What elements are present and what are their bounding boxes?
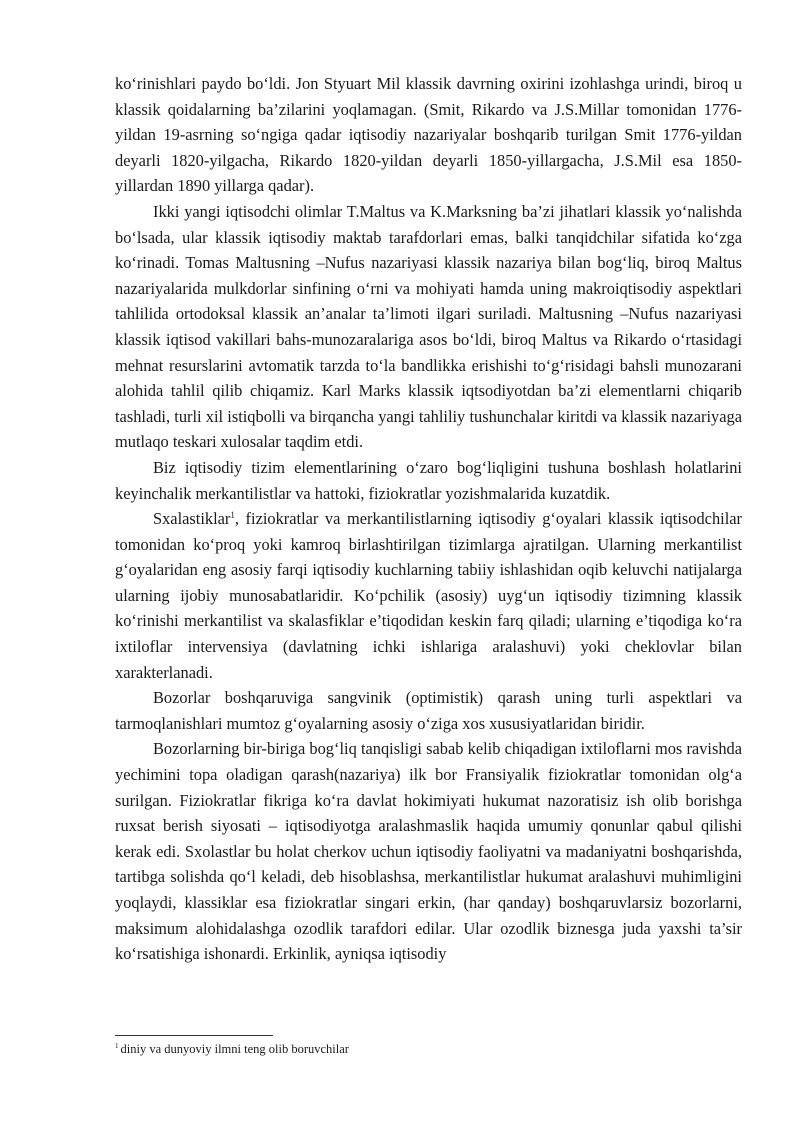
footnote [115,1041,349,1057]
paragraph-4-lead: Sxalastiklar [153,509,231,529]
paragraph-4-text: , fiziokratlar va merkantilistlarning iqtisodiy g‘oyalari klassik iqtisodchilar tomonidan ko‘proq yoki kamroq birlashtirilgan tizimlarga ajratilgan. Ularning merkantilist g‘oyalaridan eng asosiy farqi iqtisodiy kuchlarning tabiiy ishlashidan oqib keluvchi natijalarga ularning ijobiy munosabatlaridir. Ko‘pchilik (asosiy) uyg‘un iqtisodiy tizimning klassik ko‘rinishi merkantilist va skalasfiklar e’tiqodidan keskin farq qiladi; ularning e’tiqodiga ko‘ra ixtiloflar intervensiya (davlatning ichki ishlariga aralashuvi) yoki cheklovlar bilan xarakterlanadi. [115,509,742,682]
paragraph-6: Bozorlarning bir-biriga bog‘liq tanqisligi sabab kelib chiqadigan ixtiloflarni mos ravishda yechimini topa oladigan qarash(nazariya) ilk bor Fransiyalik fiziokratlar tomonidan olg‘a surilgan. Fiziokratlar fikriga ko‘ra davlat hokimiyati hukumat nazoratisiz ish olib borishga ruxsat berish siyosati – iqtisodiyotga aralashmaslik haqida umumiy qonunlar qabul qilishi kerak edi. Sxolastlar bu holat cherkov uchun iqtisodiy faoliyatni va madaniyatni boshqarishda, tartibga solishda qo‘l keladi, deb hisoblashsa, merkantilistlar hukumat aralashuvi muhimligini yoqlaydi, klassiklar esa fiziokratlar singari erkin, (har qanday) boshqaruvlarsiz bozorlarni, maksimum alohidalashga ozodlik tarafdori edilar. Ular ozodlik biznesga juda yaxshi ta’sir ko‘rsatishiga ishonardi. Erkinlik, ayniqsa iqtisodiy [115,739,742,964]
footnote-text: diniy va dunyoviy ilmni teng olib boruvchilar [120,1042,349,1056]
paragraph-5: Bozorlar boshqaruviga sangvinik (optimistik) qarash uning turli aspektlari va tarmoqlanishlari mumtoz g‘oyalarning asosiy o‘ziga xos xususiyatlaridan biridir. [115,688,742,733]
body-text [115,71,742,967]
footnote-separator [115,1035,273,1036]
paragraph-2: Ikki yangi iqtisodchi olimlar T.Maltus va K.Marksning ba’zi jihatlari klassik yo‘nalishda bo‘lsada, ular klassik iqtisodiy maktab tarafdorlari emas, balki tanqidchilar sifatida ko‘zga ko‘rinadi. Tomas Maltusning –Nufus nazariyasi klassik nazariya bilan bog‘liq, biroq Maltus nazariyalarida mulkdorlar sinfining o‘rni va mohiyati hamda uning makroiqtisodiy aspektlari tahlilida ortodoksal klassik an’analar ta’limoti ilgari suriladi. Maltusning –Nufus nazariyasi klassik iqtisod vakillari bahs-munozaralariga asos bo‘ldi, biroq Maltus va Rikardo o‘rtasidagi mehnat resurslarini avtomatik tarzda to‘la bandlikka erishishi to‘g‘risidagi bahsli munozarani alohida tahlil qilib chiqamiz. Karl Marks klassik iqtsodiyotdan ba’zi elementlarni chiqarib tashladi, turli xil istiqbolli va birqancha yangi tahliliy tushunchalar kiritdi va klassik nazariyaga mutlaqo teskari xulosalar taqdim etdi. [115,201,742,452]
footnote-reference: 1 [230,510,235,521]
paragraph-3: Biz iqtisodiy tizim elementlarining o‘zaro bog‘liqligini tushuna boshlash holatlarini keyinchalik merkantilistlar va hattoki, fiziokratlar yozishmalarida kuzatdik. [115,457,742,503]
paragraph-4 [115,506,742,685]
footnote-marker: 1 [115,1042,119,1050]
paragraph-1: ko‘rinishlari paydo bo‘ldi. Jon Styuart Mil klassik davrning oxirini izohlashga urindi, biroq u klassik qoidalarning ba’zilarini yoqlamagan. (Smit, Rikardo va J.S.Millar tomonidan 1776-yildan 19-asrning so‘ngiga qadar iqtisodiy nazariyalar boshqarib turilgan Smit 1776-yildan deyarli 1820-yilgacha, Rikardo 1820-yildan deyarli 1850-yillargacha, J.S.Mil esa 1850-yillardan 1890 yillarga qadar). [115,74,742,196]
